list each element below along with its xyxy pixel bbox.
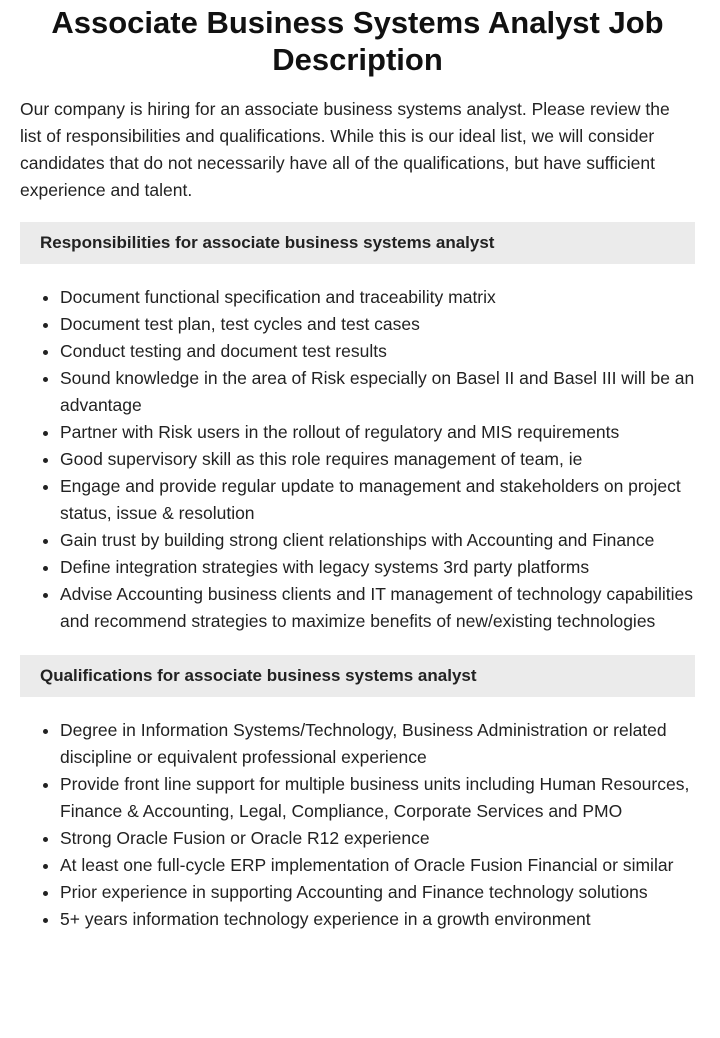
- list-item: • Strong Oracle Fusion or Oracle R12 experience: [60, 825, 695, 852]
- list-item: • Document test plan, test cycles and test cases: [60, 311, 695, 338]
- list-item: • At least one full-cycle ERP implementation of Oracle Fusion Financial or similar: [60, 852, 695, 879]
- list-item: • Partner with Risk users in the rollout of regulatory and MIS requirements: [60, 419, 695, 446]
- qualifications-heading: Qualifications for associate business systems analyst: [20, 655, 695, 697]
- list-item: • Conduct testing and document test results: [60, 338, 695, 365]
- list-item: • Define integration strategies with legacy systems 3rd party platforms: [60, 554, 695, 581]
- list-item: • Good supervisory skill as this role requires management of team, ie: [60, 446, 695, 473]
- intro-text: Our company is hiring for an associate business systems analyst. Please review the list of responsibilities and qualifications. While this is our ideal list, we will consider candidates that do not necessarily have all of the qualifications, but have sufficient experience and talent.: [20, 99, 670, 200]
- list-item: • Document functional specification and traceability matrix: [60, 284, 695, 311]
- qualifications-list: [20, 717, 695, 933]
- list-item: • Advise Accounting business clients and IT management of technology capabilities and recommend strategies to maximize benefits of new/existing technologies: [60, 581, 695, 635]
- list-item: • Prior experience in supporting Accounting and Finance technology solutions: [60, 879, 695, 906]
- responsibilities-heading: Responsibilities for associate business systems analyst: [20, 222, 695, 264]
- list-item: • Provide front line support for multiple business units including Human Resources, Finance & Accounting, Legal, Compliance, Corporate Services and PMO: [60, 771, 695, 825]
- list-item: • Gain trust by building strong client relationships with Accounting and Finance: [60, 527, 695, 554]
- list-item: • Degree in Information Systems/Technology, Business Administration or related discipline or equivalent professional experience: [60, 717, 695, 771]
- list-item: • Sound knowledge in the area of Risk especially on Basel II and Basel III will be an advantage: [60, 365, 695, 419]
- responsibilities-list: [20, 284, 695, 635]
- page-title: Associate Business Systems Analyst Job Description: [51, 5, 664, 77]
- list-item: • 5+ years information technology experience in a growth environment: [60, 906, 695, 933]
- list-item: • Engage and provide regular update to management and stakeholders on project status, issue & resolution: [60, 473, 695, 527]
